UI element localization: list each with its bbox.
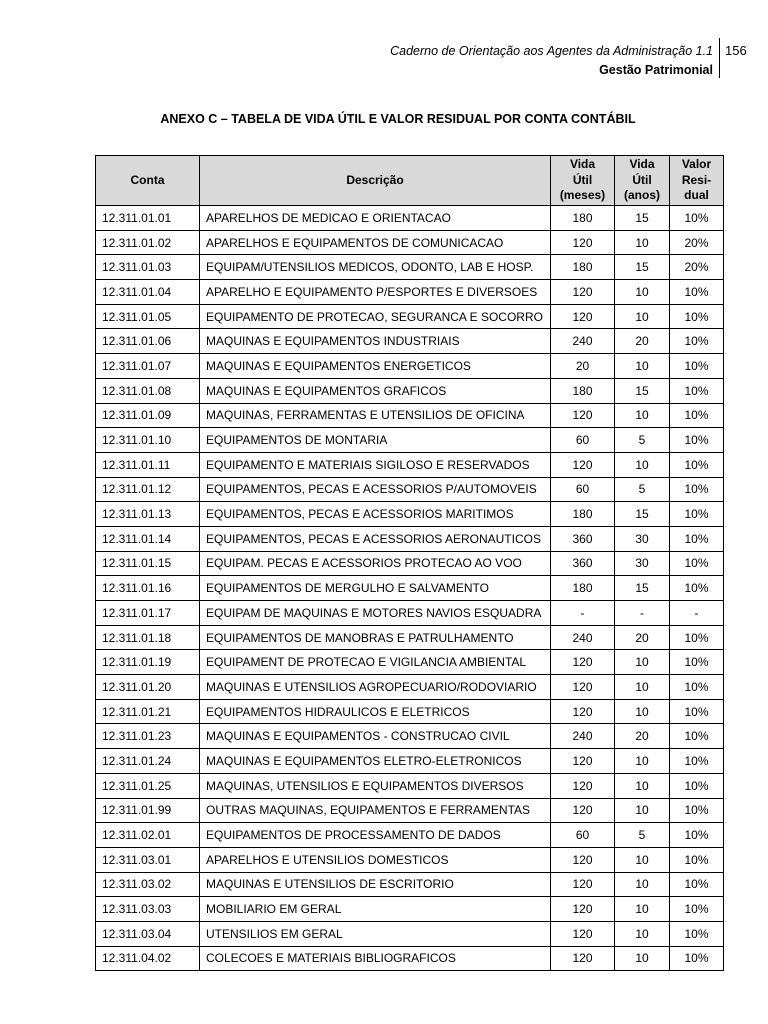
table-row	[96, 699, 724, 724]
cell-vida-util-anos: 10	[615, 749, 670, 774]
cell-valor-residual: 10%	[670, 847, 724, 872]
cell-vida-util-anos: 10	[615, 872, 670, 897]
table-row	[96, 329, 724, 354]
cell-vida-util-meses: 120	[551, 921, 615, 946]
table-row	[96, 897, 724, 922]
cell-descricao: MAQUINAS E EQUIPAMENTOS GRAFICOS	[200, 378, 551, 403]
table-row	[96, 452, 724, 477]
cell-conta: 12.311.01.15	[96, 551, 200, 576]
page-number: 156	[725, 43, 747, 58]
cell-conta: 12.311.01.25	[96, 773, 200, 798]
header-line: Útil	[572, 172, 593, 187]
cell-conta: 12.311.03.04	[96, 921, 200, 946]
table-row	[96, 206, 724, 231]
table-row	[96, 625, 724, 650]
cell-conta: 12.311.01.05	[96, 304, 200, 329]
cell-vida-util-anos: 15	[615, 502, 670, 527]
cell-descricao: MAQUINAS E UTENSILIOS AGROPECUARIO/RODOVIARIO	[200, 675, 551, 700]
cell-vida-util-anos: 10	[615, 230, 670, 255]
cell-conta: 12.311.01.19	[96, 650, 200, 675]
cell-vida-util-meses: 20	[551, 354, 615, 379]
cell-vida-util-meses: 180	[551, 576, 615, 601]
cell-vida-util-meses: 120	[551, 650, 615, 675]
cell-vida-util-meses: 60	[551, 823, 615, 848]
cell-vida-util-meses: 120	[551, 280, 615, 305]
cell-vida-util-anos: 20	[615, 724, 670, 749]
table-row	[96, 378, 724, 403]
document-title: Caderno de Orientação aos Agentes da Administração 1.1	[390, 44, 713, 58]
cell-conta: 12.311.03.03	[96, 897, 200, 922]
cell-descricao: EQUIPAM. PECAS E ACESSORIOS PROTECAO AO VOO	[200, 551, 551, 576]
header-line: (meses)	[559, 188, 606, 203]
cell-vida-util-meses: 120	[551, 897, 615, 922]
cell-valor-residual: 10%	[670, 773, 724, 798]
column-header-vida-util-meses	[551, 156, 615, 206]
cell-vida-util-meses: 120	[551, 675, 615, 700]
cell-descricao: MAQUINAS E EQUIPAMENTOS - CONSTRUCAO CIVIL	[200, 724, 551, 749]
cell-vida-util-anos: 5	[615, 823, 670, 848]
cell-vida-util-meses: 120	[551, 452, 615, 477]
column-header-vida-util-anos	[615, 156, 670, 206]
cell-vida-util-meses: 60	[551, 477, 615, 502]
cell-vida-util-meses: 180	[551, 378, 615, 403]
cell-valor-residual: 10%	[670, 699, 724, 724]
cell-valor-residual: 10%	[670, 526, 724, 551]
table-header-row	[96, 156, 724, 206]
cell-descricao: EQUIPAM DE MAQUINAS E MOTORES NAVIOS ESQUADRA	[200, 601, 551, 626]
cell-conta: 12.311.01.99	[96, 798, 200, 823]
cell-descricao: MOBILIARIO EM GERAL	[200, 897, 551, 922]
cell-conta: 12.311.02.01	[96, 823, 200, 848]
cell-conta: 12.311.03.02	[96, 872, 200, 897]
cell-conta: 12.311.01.06	[96, 329, 200, 354]
cell-valor-residual: 20%	[670, 255, 724, 280]
cell-valor-residual: 10%	[670, 378, 724, 403]
cell-descricao: EQUIPAMENTOS, PECAS E ACESSORIOS AERONAUTICOS	[200, 526, 551, 551]
table-row	[96, 502, 724, 527]
cell-descricao: EQUIPAMENTOS DE MANOBRAS E PATRULHAMENTO	[200, 625, 551, 650]
cell-vida-util-anos: 10	[615, 354, 670, 379]
cell-valor-residual: 10%	[670, 946, 724, 971]
cell-conta: 12.311.01.23	[96, 724, 200, 749]
cell-descricao: MAQUINAS E UTENSILIOS DE ESCRITORIO	[200, 872, 551, 897]
cell-vida-util-anos: -	[615, 601, 670, 626]
header-line: Vida	[629, 157, 655, 172]
cell-conta: 12.311.01.14	[96, 526, 200, 551]
cell-descricao: EQUIPAMENTO DE PROTECAO, SEGURANCA E SOCORRO	[200, 304, 551, 329]
cell-conta: 12.311.01.11	[96, 452, 200, 477]
column-header-valor-residual	[670, 156, 724, 206]
cell-vida-util-meses: 120	[551, 403, 615, 428]
cell-vida-util-anos: 5	[615, 477, 670, 502]
cell-valor-residual: 10%	[670, 675, 724, 700]
cell-vida-util-anos: 10	[615, 675, 670, 700]
cell-descricao: UTENSILIOS EM GERAL	[200, 921, 551, 946]
table-row	[96, 601, 724, 626]
cell-conta: 12.311.01.12	[96, 477, 200, 502]
cell-descricao: EQUIPAM/UTENSILIOS MEDICOS, ODONTO, LAB E HOSP.	[200, 255, 551, 280]
cell-valor-residual: 10%	[670, 576, 724, 601]
cell-vida-util-anos: 10	[615, 280, 670, 305]
cell-conta: 12.311.04.02	[96, 946, 200, 971]
cell-valor-residual: 10%	[670, 354, 724, 379]
cell-vida-util-meses: 120	[551, 946, 615, 971]
cell-valor-residual: -	[670, 601, 724, 626]
cell-vida-util-meses: 360	[551, 526, 615, 551]
table-row	[96, 946, 724, 971]
cell-descricao: MAQUINAS, UTENSILIOS E EQUIPAMENTOS DIVERSOS	[200, 773, 551, 798]
cell-vida-util-meses: 180	[551, 255, 615, 280]
cell-vida-util-meses: 120	[551, 773, 615, 798]
cell-vida-util-anos: 20	[615, 329, 670, 354]
cell-conta: 12.311.03.01	[96, 847, 200, 872]
cell-conta: 12.311.01.21	[96, 699, 200, 724]
cell-valor-residual: 10%	[670, 724, 724, 749]
cell-descricao: EQUIPAMENT DE PROTECAO E VIGILANCIA AMBIENTAL	[200, 650, 551, 675]
cell-vida-util-anos: 15	[615, 378, 670, 403]
cell-conta: 12.311.01.24	[96, 749, 200, 774]
cell-descricao: APARELHOS E UTENSILIOS DOMESTICOS	[200, 847, 551, 872]
table-row	[96, 428, 724, 453]
table-row	[96, 230, 724, 255]
header-divider	[719, 38, 720, 78]
header-line: Resi-	[681, 172, 712, 187]
cell-vida-util-anos: 15	[615, 206, 670, 231]
cell-descricao: APARELHOS E EQUIPAMENTOS DE COMUNICACAO	[200, 230, 551, 255]
cell-vida-util-anos: 15	[615, 576, 670, 601]
cell-conta: 12.311.01.18	[96, 625, 200, 650]
cell-vida-util-meses: 240	[551, 329, 615, 354]
cell-vida-util-anos: 10	[615, 650, 670, 675]
cell-vida-util-meses: 120	[551, 847, 615, 872]
table-row	[96, 675, 724, 700]
cell-conta: 12.311.01.01	[96, 206, 200, 231]
cell-descricao: MAQUINAS E EQUIPAMENTOS ENERGETICOS	[200, 354, 551, 379]
header-line: Vida	[569, 157, 596, 172]
table-row	[96, 526, 724, 551]
cell-valor-residual: 10%	[670, 551, 724, 576]
cell-descricao: APARELHOS DE MEDICAO E ORIENTACAO	[200, 206, 551, 231]
cell-vida-util-meses: 120	[551, 230, 615, 255]
cell-vida-util-meses: 180	[551, 206, 615, 231]
cell-valor-residual: 10%	[670, 502, 724, 527]
cell-vida-util-anos: 10	[615, 946, 670, 971]
cell-valor-residual: 20%	[670, 230, 724, 255]
cell-conta: 12.311.01.09	[96, 403, 200, 428]
table-row	[96, 921, 724, 946]
cell-descricao: EQUIPAMENTOS HIDRAULICOS E ELETRICOS	[200, 699, 551, 724]
cell-vida-util-meses: 120	[551, 699, 615, 724]
cell-vida-util-anos: 10	[615, 403, 670, 428]
cell-conta: 12.311.01.02	[96, 230, 200, 255]
cell-descricao: MAQUINAS E EQUIPAMENTOS INDUSTRIAIS	[200, 329, 551, 354]
cell-descricao: OUTRAS MAQUINAS, EQUIPAMENTOS E FERRAMENTAS	[200, 798, 551, 823]
cell-conta: 12.311.01.13	[96, 502, 200, 527]
cell-vida-util-anos: 20	[615, 625, 670, 650]
table-row	[96, 823, 724, 848]
table-row	[96, 551, 724, 576]
cell-vida-util-meses: 240	[551, 724, 615, 749]
cell-valor-residual: 10%	[670, 452, 724, 477]
cell-vida-util-anos: 10	[615, 452, 670, 477]
cell-descricao: EQUIPAMENTOS, PECAS E ACESSORIOS P/AUTOMOVEIS	[200, 477, 551, 502]
cell-valor-residual: 10%	[670, 921, 724, 946]
cell-valor-residual: 10%	[670, 897, 724, 922]
cell-vida-util-anos: 10	[615, 798, 670, 823]
cell-vida-util-meses: 120	[551, 304, 615, 329]
cell-conta: 12.311.01.10	[96, 428, 200, 453]
cell-vida-util-meses: 60	[551, 428, 615, 453]
cell-vida-util-meses: 180	[551, 502, 615, 527]
header-line: (anos)	[624, 188, 660, 203]
cell-vida-util-anos: 10	[615, 699, 670, 724]
cell-vida-util-meses: 120	[551, 872, 615, 897]
cell-conta: 12.311.01.04	[96, 280, 200, 305]
table-row	[96, 304, 724, 329]
cell-descricao: EQUIPAMENTOS, PECAS E ACESSORIOS MARITIMOS	[200, 502, 551, 527]
cell-vida-util-anos: 10	[615, 897, 670, 922]
cell-descricao: COLECOES E MATERIAIS BIBLIOGRAFICOS	[200, 946, 551, 971]
cell-valor-residual: 10%	[670, 329, 724, 354]
cell-valor-residual: 10%	[670, 650, 724, 675]
cell-valor-residual: 10%	[670, 749, 724, 774]
cell-vida-util-meses: 120	[551, 798, 615, 823]
cell-valor-residual: 10%	[670, 428, 724, 453]
column-header-descricao: Descrição	[200, 156, 551, 206]
cell-valor-residual: 10%	[670, 280, 724, 305]
cell-vida-util-anos: 10	[615, 773, 670, 798]
table-row	[96, 280, 724, 305]
cell-valor-residual: 10%	[670, 798, 724, 823]
cell-vida-util-meses: -	[551, 601, 615, 626]
section-title: Gestão Patrimonial	[599, 63, 713, 77]
cell-conta: 12.311.01.16	[96, 576, 200, 601]
running-header	[390, 42, 713, 80]
cell-vida-util-meses: 240	[551, 625, 615, 650]
cell-vida-util-anos: 10	[615, 921, 670, 946]
table-row	[96, 773, 724, 798]
cell-vida-util-meses: 120	[551, 749, 615, 774]
cell-descricao: EQUIPAMENTOS DE MERGULHO E SALVAMENTO	[200, 576, 551, 601]
header-line: Útil	[632, 172, 652, 187]
table-row	[96, 255, 724, 280]
cell-conta: 12.311.01.20	[96, 675, 200, 700]
cell-valor-residual: 10%	[670, 477, 724, 502]
header-line: dual	[684, 188, 709, 203]
cell-valor-residual: 10%	[670, 872, 724, 897]
cell-vida-util-anos: 5	[615, 428, 670, 453]
cell-descricao: MAQUINAS, FERRAMENTAS E UTENSILIOS DE OFICINA	[200, 403, 551, 428]
cell-descricao: EQUIPAMENTO E MATERIAIS SIGILOSO E RESERVADOS	[200, 452, 551, 477]
cell-vida-util-meses: 360	[551, 551, 615, 576]
cell-vida-util-anos: 15	[615, 255, 670, 280]
table-row	[96, 650, 724, 675]
table-row	[96, 872, 724, 897]
cell-vida-util-anos: 30	[615, 551, 670, 576]
useful-life-table	[95, 155, 724, 971]
cell-vida-util-anos: 10	[615, 847, 670, 872]
table-row	[96, 798, 724, 823]
cell-valor-residual: 10%	[670, 625, 724, 650]
header-line: Valor	[681, 157, 712, 172]
table-row	[96, 724, 724, 749]
cell-valor-residual: 10%	[670, 823, 724, 848]
table-row	[96, 749, 724, 774]
table-row	[96, 477, 724, 502]
table-row	[96, 847, 724, 872]
table-row	[96, 403, 724, 428]
cell-conta: 12.311.01.07	[96, 354, 200, 379]
cell-conta: 12.311.01.03	[96, 255, 200, 280]
cell-vida-util-anos: 30	[615, 526, 670, 551]
cell-vida-util-anos: 10	[615, 304, 670, 329]
cell-descricao: EQUIPAMENTOS DE MONTARIA	[200, 428, 551, 453]
annex-title: ANEXO C – TABELA DE VIDA ÚTIL E VALOR RESIDUAL POR CONTA CONTÁBIL	[160, 112, 636, 126]
cell-conta: 12.311.01.17	[96, 601, 200, 626]
cell-valor-residual: 10%	[670, 403, 724, 428]
cell-descricao: MAQUINAS E EQUIPAMENTOS ELETRO-ELETRONICOS	[200, 749, 551, 774]
table-row	[96, 576, 724, 601]
cell-valor-residual: 10%	[670, 206, 724, 231]
table-row	[96, 354, 724, 379]
cell-conta: 12.311.01.08	[96, 378, 200, 403]
table-body	[96, 206, 724, 971]
cell-valor-residual: 10%	[670, 304, 724, 329]
cell-descricao: APARELHO E EQUIPAMENTO P/ESPORTES E DIVERSOES	[200, 280, 551, 305]
column-header-conta: Conta	[96, 156, 200, 206]
cell-descricao: EQUIPAMENTOS DE PROCESSAMENTO DE DADOS	[200, 823, 551, 848]
